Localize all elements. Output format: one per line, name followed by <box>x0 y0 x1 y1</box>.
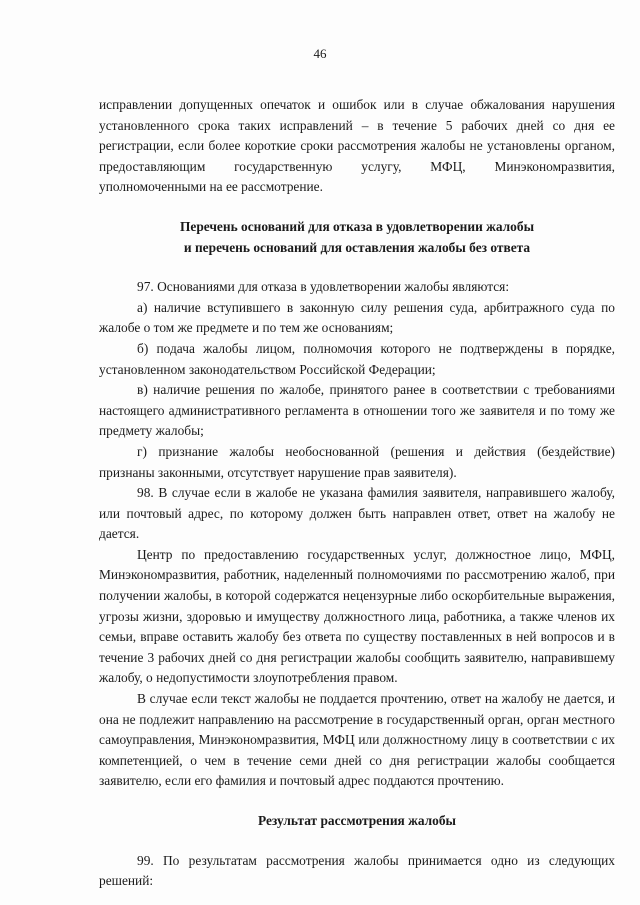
paragraph-98-unreadable: В случае если текст жалобы не поддается прочтению, ответ на жалобу не дается, и она не подлежит направлению на рассмотрение в государственный орган, орган местного самоуправления, Минэкономразвития, МФЦ или должностному лицу в соответствии с их компетенцией, о чем в течение семи дней со дня регистрации жалобы сообщается заявителю, если его фамилия и почтовый адрес поддаются прочтению. <box>99 691 615 789</box>
spacer <box>99 198 615 217</box>
paragraph-98-abusive: Центр по предоставлению государственных услуг, должностное лицо, МФЦ, Минэкономразвития, работник, наделенный полномочиями по рассмотрению жалоб, при получении жалобы, в которой содержатся нецензурные либо оскорбительные выражения, угрозы жизни, здоровью и имуществу должностного лица, работника, а также членов их семьи, вправе оставить жалобу без ответа по существу поставленных в ней вопросов и в течение 3 рабочих дней со дня регистрации жалобы сообщить заявителю, направившему жалобу, о недопустимости злоупотребления правом. <box>99 546 615 686</box>
section-heading-result: Результат рассмотрения жалобы <box>257 813 457 828</box>
paragraph-97: 97. Основаниями для отказа в удовлетворении жалобы являются: <box>137 279 510 295</box>
paragraph-99: 99. По результатам рассмотрения жалобы принимается одно из следующих решений: <box>99 852 615 889</box>
spacer <box>99 832 615 851</box>
page-number: 46 <box>313 46 327 61</box>
document-body <box>99 95 615 892</box>
paragraph-97-c: в) наличие решения по жалобе, принятого ранее в соответствии с требованиями настоящего административного регламента в отношении того же заявителя и по тому же предмету жалобы; <box>99 382 615 439</box>
spacer <box>99 258 615 277</box>
paragraph-97-a: а) наличие вступившего в законную силу решения суда, арбитражного суда по жалобе о том же предмете и по тем же основаниям; <box>99 299 615 336</box>
section-heading-refusal-line2: и перечень оснований для оставления жалобы без ответа <box>183 239 531 255</box>
section-heading-refusal-line1: Перечень оснований для отказа в удовлетворении жалобы <box>179 218 535 234</box>
paragraph-97-b: б) подача жалобы лицом, полномочия которого не подтверждены в порядке, установленном законодательством Российской Федерации; <box>99 340 615 377</box>
paragraph-intro: исправлении допущенных опечаток и ошибок или в случае обжалования нарушения установленного срока таких исправлений – в течение 5 рабочих дней со дня ее регистрации, если более короткие сроки рассмотрения жалобы не установлены органом, предоставляющим государственную услугу, МФЦ, Минэкономразвития, уполномоченными на ее рассмотрение. <box>99 97 615 195</box>
paragraph-97-d: г) признание жалобы необоснованной (решения и действия (бездействие) признаны законными, отсутствует нарушение прав заявителя). <box>99 443 615 480</box>
paragraph-98: 98. В случае если в жалобе не указана фамилия заявителя, направившего жалобу, или почтовый адрес, по которому должен быть направлен ответ, ответ на жалобу не дается. <box>99 485 615 542</box>
spacer <box>99 792 615 811</box>
